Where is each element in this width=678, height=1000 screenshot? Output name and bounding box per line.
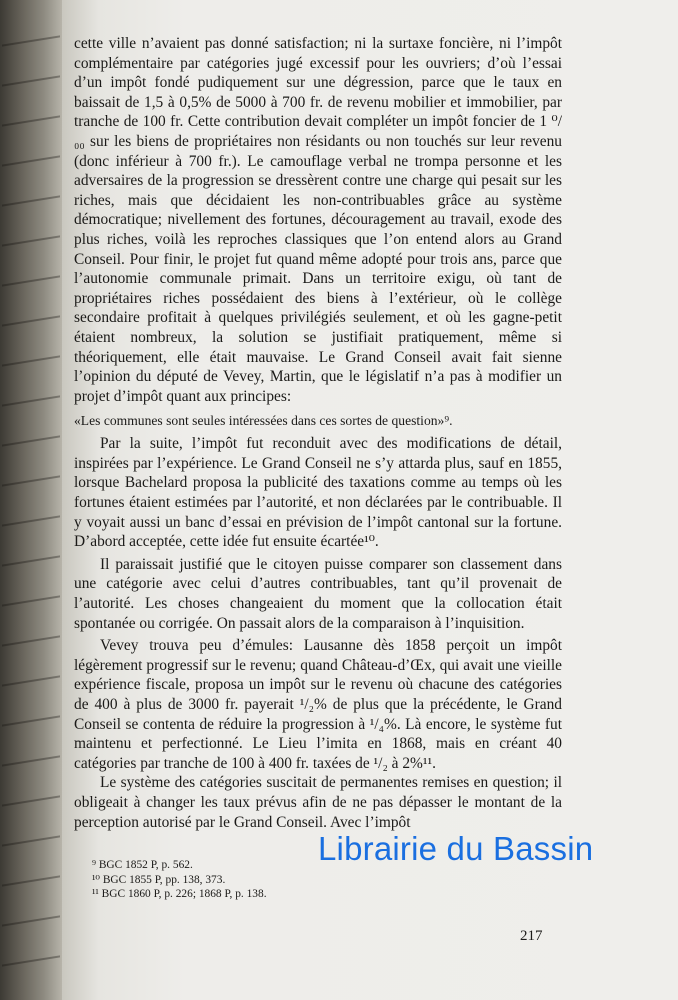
page-number: 217 xyxy=(520,928,543,944)
footnote: ¹⁰ BGC 1855 P, pp. 138, 373. xyxy=(92,873,226,886)
footnotes xyxy=(92,858,267,902)
paragraph: Il paraissait justifié que le citoyen puisse comparer son classement dans une catégorie avec celui d’autres contribuables, tant qu’il provenait de l’autorité. Les choses changeaient du moment que la collocation était spontanée ou corrigée. On passait alors de la comparaison à l’inquisition. xyxy=(74,555,562,632)
watermark: Librairie du Bassin xyxy=(318,830,594,867)
paragraph: cette ville n’avaient pas donné satisfaction; ni la surtaxe foncière, ni l’impôt complémentaire par catégories jugé excessif pour les ouvriers; d’où l’essai d’un impôt fondé pudiquement sur une dégression, parce que le taux en baissait de 1,5 à 0,5% de 5000 à 700 fr. de revenu mobilier et immobilier, par tranche de 100 fr. Cette contribution devait compléter un impôt foncier de 1 ⁰/₀₀ sur les biens de propriétaires non résidants ou non touchés sur leur revenu (donc inférieur à 700 fr.). Le camouflage verbal ne trompa personne et les adversaires de la progression se dressèrent contre une charge qui pesait sur les riches, mais que décidaient les non-contribuables grâce au système démocratique; nivellement des fortunes, découragement au travail, exode des plus riches, voilà les reproches classiques que l’on entend alors au Grand Conseil. Pour finir, le projet fut quand même adopté pour trois ans, parce que l’autonomie communale primait. Dans un territoire exigu, où tant de propriétaires riches possédaient des biens à l’extérieur, où le collège secondaire profitait à quelques privilégiés seulement, et où les gagne-petit étaient nombreux, la solution se justifiait pratiquement, même si théoriquement, elle était mauvaise. Le Grand Conseil avait fait sienne l’opinion du député de Vevey, Martin, que le législatif n’a pas à modifier un projet d’impôt quant aux principes: xyxy=(74,35,562,405)
facing-page-edge xyxy=(0,0,62,1000)
body-text xyxy=(74,34,562,832)
paragraph: Le système des catégories suscitait de permanentes remises en question; il obligeait à changer les taux prévus afin de ne pas dépasser le montant de la perception autorisé par le Grand Conseil. Avec l’impôt xyxy=(74,774,562,831)
footnote: ¹¹ BGC 1860 P, p. 226; 1868 P, p. 138. xyxy=(92,888,267,900)
book-page xyxy=(62,0,678,1000)
paragraph: Par la suite, l’impôt fut reconduit avec des modifications de détail, inspirées par l’expérience. Le Grand Conseil ne s’y attarda plus, sauf en 1855, lorsque Bachelard proposa la publicité des taxations comme au temps où les fortunes étaient estimées par l’autorité, et non déclarées par le contribuable. Il y voyait aussi un banc d’essai en prévision de l’impôt cantonal sur la fortune. D’abord acceptée, cette idée fut ensuite écartée¹⁰. xyxy=(74,435,562,551)
block-quote: «Les communes sont seules intéressées dans ces sortes de question»⁹. xyxy=(74,413,453,429)
footnote: ⁹ BGC 1852 P, p. 562. xyxy=(92,859,193,871)
paragraph: Vevey trouva peu d’émules: Lausanne dès 1858 perçoit un impôt légèrement progressif sur le revenu; quand Château-d’Œx, qui avait une vieille expérience fiscale, proposa un impôt sur le revenu où chacune des catégories de 400 à plus de 3000 fr. payerait ¹/₂% de plus que la précédente, le Grand Conseil se contenta de réduire la progression à ¹/₄%. Là encore, le système fut maintenu et perfectionné. Le Lieu l’imita en 1868, mais en créant 40 catégories par tranche de 100 à 400 fr. taxées de ¹/₂ à 2%¹¹. xyxy=(74,637,562,772)
